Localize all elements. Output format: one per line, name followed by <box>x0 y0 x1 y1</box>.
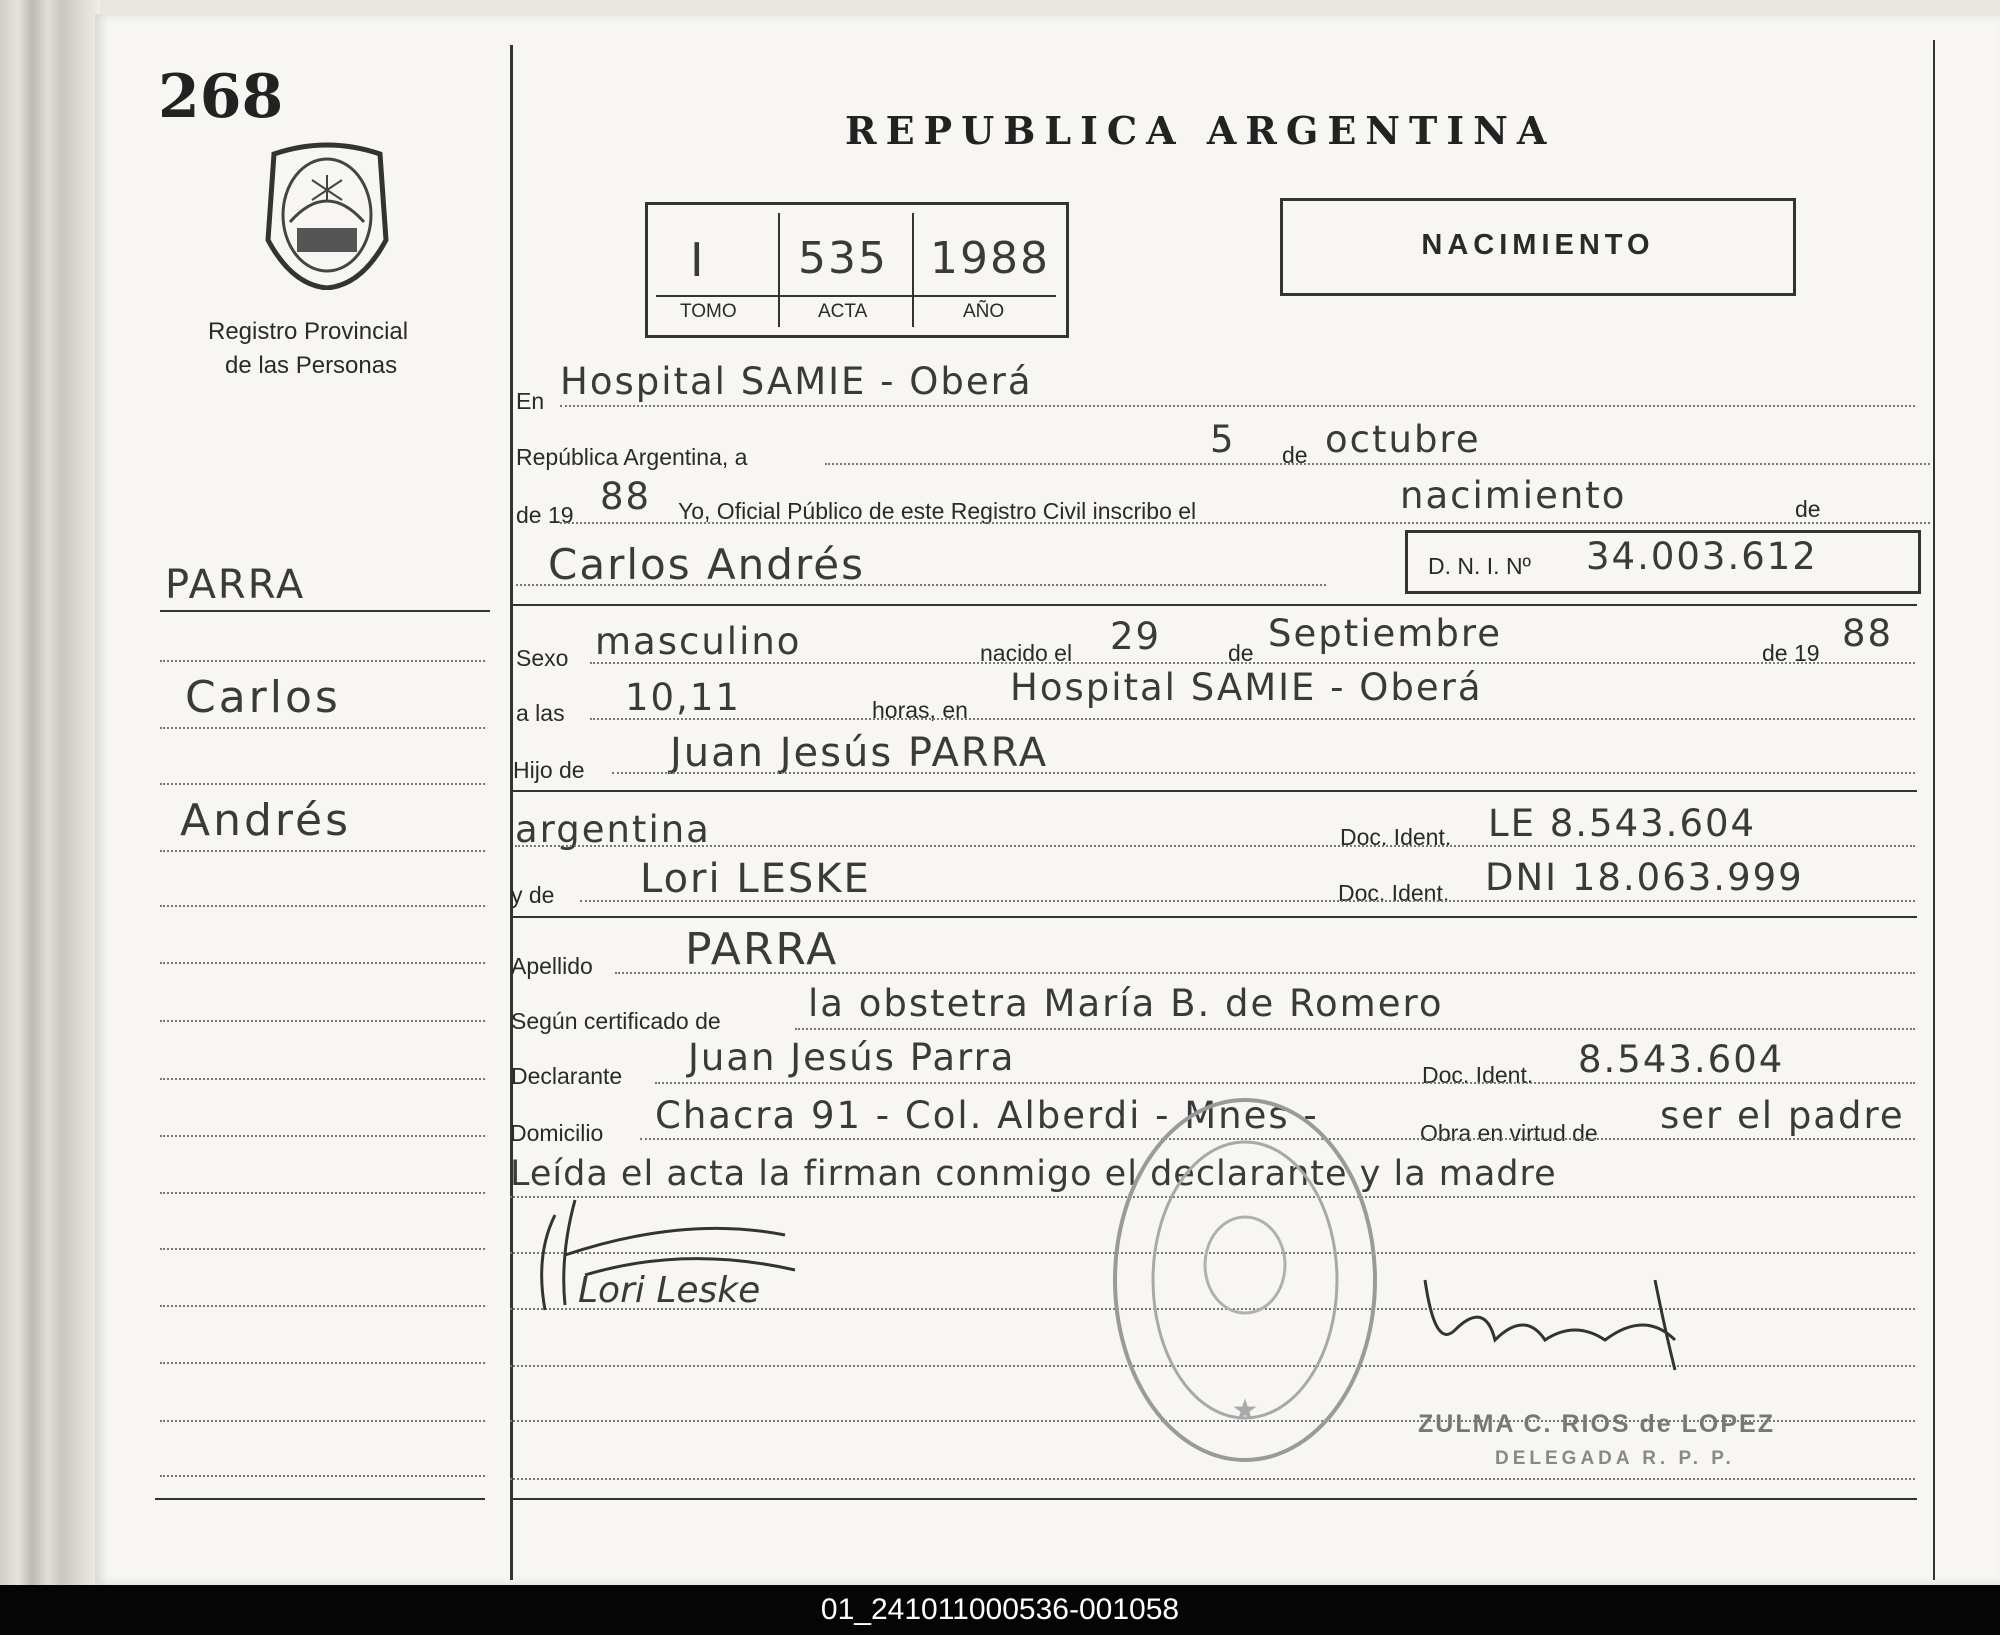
label-yo: Yo, Oficial Público de este Registro Civil inscribo el <box>678 498 1197 524</box>
margin-name2: Andrés <box>180 795 352 846</box>
margin-dotted-line <box>160 905 485 907</box>
section-rule <box>512 916 1917 918</box>
acta-label: ACTA <box>818 301 868 322</box>
field-year-suffix: 88 <box>600 475 652 518</box>
label-nacido-el: nacido el <box>980 640 1073 666</box>
field-hour: 10,11 <box>625 676 741 719</box>
field-by-virtue: ser el padre <box>1660 1094 1905 1137</box>
field-father: Juan Jesús PARRA <box>670 730 1049 776</box>
margin-dotted-line <box>160 1020 485 1022</box>
margin-bottom-rule <box>155 1498 485 1500</box>
officer-title: DELEGADA R. P. P. <box>1495 1448 1735 1469</box>
label-doc-ident-father: Doc. Ident. <box>1340 824 1452 850</box>
label-horas-en: horas, en <box>872 697 968 723</box>
section-rule <box>512 790 1917 792</box>
margin-dotted-line <box>160 727 485 729</box>
page-number: 268 <box>158 62 284 132</box>
country-title: REPUBLICA ARGENTINA <box>845 108 1556 153</box>
tomo-value: I <box>690 233 706 287</box>
margin-surname: PARRA <box>165 562 306 608</box>
provincial-seal <box>262 140 392 290</box>
field-mother: Lori LESKE <box>640 856 871 902</box>
bottom-rule <box>512 1498 1917 1500</box>
field-certificate: la obstetra María B. de Romero <box>808 982 1444 1025</box>
mother-signature: Lori Leske <box>578 1270 761 1311</box>
margin-rule <box>160 610 490 612</box>
field-place: Hospital SAMIE - Oberá <box>560 360 1033 403</box>
label-de-month: de <box>1282 442 1308 468</box>
margin-dotted-line <box>160 1192 485 1194</box>
margin-dotted-line <box>160 1305 485 1307</box>
field-declarant-doc: 8.543.604 <box>1578 1038 1785 1081</box>
dotted-line <box>655 1082 1915 1084</box>
field-sex: masculino <box>595 620 802 663</box>
record-type-box <box>1280 198 1796 296</box>
label-apellido: Apellido <box>511 953 593 979</box>
book-spine-edge <box>0 0 100 1585</box>
right-border <box>1933 40 1935 1580</box>
section-rule <box>512 604 1917 606</box>
label-y-de: y de <box>511 882 555 908</box>
officer-signature-image <box>1415 1270 1705 1380</box>
label-en: En <box>516 388 545 414</box>
dotted-line <box>580 900 1915 902</box>
field-month: octubre <box>1325 418 1481 461</box>
record-type: NACIMIENTO <box>1421 229 1655 261</box>
field-declarant: Juan Jesús Parra <box>688 1036 1016 1079</box>
margin-dotted-line <box>160 850 485 852</box>
dni-box <box>1405 530 1921 594</box>
field-closing: Leída el acta la firman conmigo el declarante y la madre <box>510 1154 1557 1194</box>
label-hijo-de: Hijo de <box>513 757 585 783</box>
margin-dotted-line <box>160 1248 485 1250</box>
label-declarante: Declarante <box>511 1063 623 1089</box>
field-day: 5 <box>1210 418 1236 461</box>
margin-dotted-line <box>160 1135 485 1137</box>
column-divider <box>510 45 513 1580</box>
field-child-name: Carlos Andrés <box>548 540 866 589</box>
ano-value: 1988 <box>930 233 1050 284</box>
label-republica: República Argentina, a <box>516 444 748 470</box>
label-domicilio: Domicilio <box>510 1120 604 1146</box>
label-sexo: Sexo <box>516 645 569 671</box>
svg-text:★: ★ <box>1231 1393 1259 1428</box>
label-obra: Obra en virtud de <box>1420 1120 1598 1146</box>
official-stamp <box>1108 1090 1383 1470</box>
dotted-line <box>590 662 1915 664</box>
label-de19: de 19 <box>516 502 574 528</box>
dotted-line <box>560 405 1915 407</box>
label-de-act: de <box>1795 496 1821 522</box>
registry-line1: Registro Provincial <box>208 318 409 345</box>
officer-name: ZULMA C. RIOS de LOPEZ <box>1418 1410 1775 1438</box>
record-number-box <box>645 202 1069 338</box>
dotted-line <box>515 845 1915 847</box>
label-segun: Según certificado de <box>511 1008 721 1034</box>
field-birth-day: 29 <box>1110 615 1162 658</box>
label-doc-ident-mother: Doc. Ident. <box>1338 880 1450 906</box>
margin-dotted-line <box>160 962 485 964</box>
label-doc-ident-declarant: Doc. Ident. <box>1422 1062 1534 1088</box>
field-father-nationality: argentina <box>515 808 711 851</box>
margin-dotted-line <box>160 1078 485 1080</box>
field-act: nacimiento <box>1400 474 1627 517</box>
dotted-line <box>590 718 1915 720</box>
dotted-line <box>615 972 1915 974</box>
field-father-doc: LE 8.543.604 <box>1488 802 1757 845</box>
dotted-line <box>510 1478 1915 1480</box>
dotted-line <box>612 772 1915 774</box>
margin-dotted-line <box>160 660 485 662</box>
field-birth-place: Hospital SAMIE - Oberá <box>1010 666 1483 709</box>
label-a-las: a las <box>516 700 565 726</box>
margin-dotted-line <box>160 783 485 785</box>
tomo-label: TOMO <box>680 301 737 322</box>
margin-dotted-line <box>160 1475 485 1477</box>
margin-name1: Carlos <box>185 672 341 723</box>
margin-dotted-line <box>160 1362 485 1364</box>
label-de1988: de 19 <box>1762 640 1820 666</box>
field-birth-year: 88 <box>1842 612 1894 655</box>
dotted-line <box>560 522 1930 524</box>
dotted-line <box>825 463 1930 465</box>
ano-label: AÑO <box>963 301 1005 322</box>
field-mother-doc: DNI 18.063.999 <box>1485 856 1804 899</box>
image-id-bar: 01_241011000536-001058 <box>0 1585 2000 1635</box>
dotted-line <box>795 1028 1915 1030</box>
registry-line2: de las Personas <box>225 352 398 379</box>
label-dni: D. N. I. Nº <box>1428 553 1531 579</box>
field-address: Chacra 91 - Col. Alberdi - Mnes - <box>655 1094 1319 1137</box>
acta-value: 535 <box>798 233 888 284</box>
field-dni: 34.003.612 <box>1586 535 1818 578</box>
label-de-birth-month: de <box>1228 640 1254 666</box>
field-surname: PARRA <box>685 924 839 975</box>
dotted-line <box>516 584 1326 586</box>
field-birth-month: Septiembre <box>1268 612 1502 655</box>
margin-dotted-line <box>160 1420 485 1422</box>
